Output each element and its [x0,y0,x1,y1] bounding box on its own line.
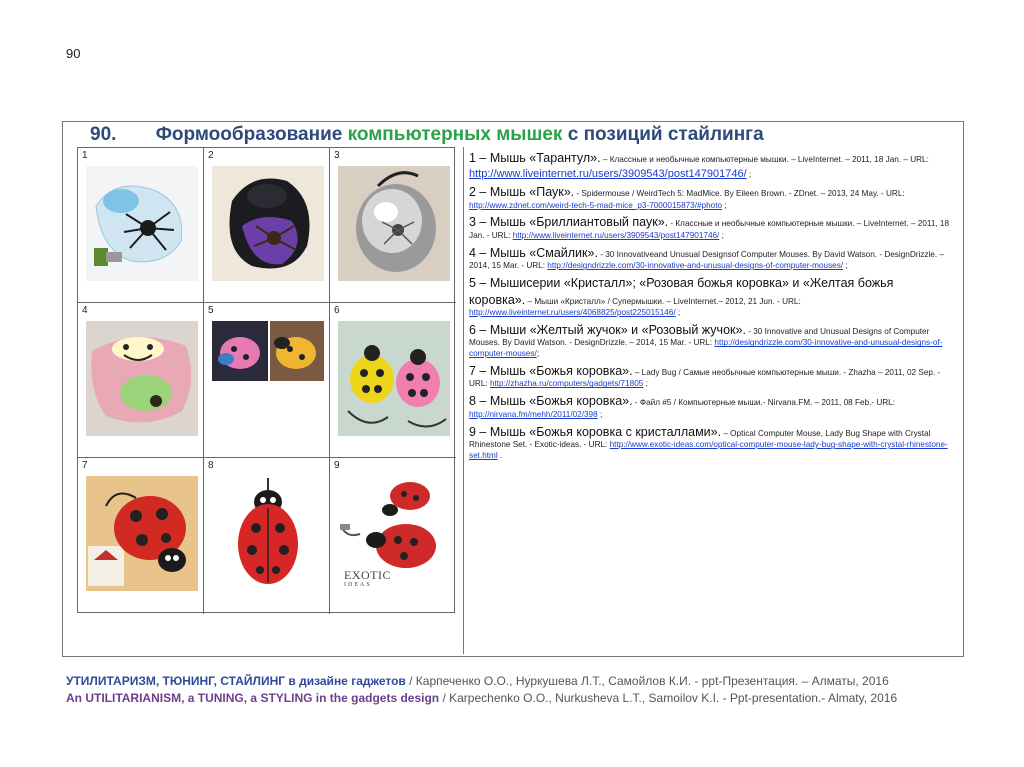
reference-item: 8 – Мышь «Божья коровка». - Файл #5 / Компьютерные мыши.- Nirvana.FM. – 2011, 08 Feb.- URL: http://nirvana.fm/mehh/2011/02/398 ; [469,394,895,419]
reference-link[interactable]: http://www.liveinternet.ru/users/3909543/post147901746/ [512,230,720,240]
diamond-spider-mouse-photo [338,166,450,281]
reference-heading: 9 – Мышь «Божья коровка с кристаллами». [469,424,722,439]
ladybug-mouse-photo [212,476,324,591]
grid-cell-8 [204,458,330,614]
reference-link[interactable]: http://designdrizzle.com/30-innovative-and-unusual-designs-of-computer-mouses/ [547,261,844,271]
yellow-pink-beetle-mice-photo [338,321,450,436]
image-grid [77,147,455,613]
reference-heading: 8 – Мышь «Божья коровка». [469,394,633,409]
cell-number: 8 [208,460,214,471]
reference-text: – Lady Bug / Самые необычные компьютерные мыши. - Zhazha – 2011, 02 Sep. - URL: [469,367,941,389]
reference-item: 2 – Мышь «Паук». - Spidermouse / WeirdTech 5: MadMice. By Eileen Brown. - ZDnet. – 2013, 24 May. - URL: http://www.zdnet.com/weird-tech-5-mad-mice_p3-7000015873/#photo ; [469,185,905,210]
cell-number: 6 [334,305,340,316]
reference-heading: 4 – Мышь «Смайлик». [469,245,598,260]
reference-link[interactable]: http://www.liveinternet.ru/users/4068825/post225015146/ [469,308,676,317]
reference-text: – Мыши «Кристалл» / Супермышки. – LiveInternet.– 2012, 21 Jun. - URL: [525,296,801,306]
grid-cell-5 [204,303,330,458]
ladybug-mouse-photo [86,476,198,591]
smiley-mouse-photo [86,321,198,436]
grid-cell-2 [204,148,330,303]
slide-title [90,124,764,146]
reference-text: - 30 Innovative and Unusual Designs of Computer Mouses. By David Watson. - DesignDrizzle. – 2014, 15 Mar. - URL: [469,326,930,348]
reference-item: 7 – Мышь «Божья коровка». – Lady Bug / Самые необычные компьютерные мыши. - Zhazha – 2011, 02 Sep. - URL: http://zhazha.ru/computers/gadgets/71805 ; [469,363,941,389]
cell-number: 1 [82,150,88,161]
grid-cell-1 [78,148,204,303]
reference-item: 5 – Мышисерии «Кристалл»; «Розовая божья коровка» и «Желтая божья коровка». – Мыши «Кристалл» / Супермышки. – LiveInternet.– 2012, 21 Jun. - URL: http://www.liveinternet.ru/users/4068825/post225015146/ ; [469,276,894,317]
reference-text: – Optical Computer Mouse, Lady Bug Shape with Crystal Rhinestone Set. - Exotic-ideas. - URL: [469,428,931,450]
reference-heading: 7 – Мышь «Божья коровка». [469,363,633,378]
title-part-3: с позиций стайлинга [567,124,764,145]
reference-heading: 6 – Мыши «Желтый жучок» и «Розовый жучок». [469,322,746,337]
reference-text: - Классные и необычные компьютерные мышки. – LiveInternet. – 2011, 18 Jan. - URL: [469,219,950,240]
column-divider [463,147,464,654]
reference-item: 1 – Мышь «Тарантул». – Классные и необычные компьютерные мышки. – LiveInternet. – 2011, 18 Jan. – URL: http://www.liveinternet.ru/users/3909543/post147901746/ ; [469,151,929,180]
reference-link[interactable]: http://zhazha.ru/computers/gadgets/71805 [489,379,644,389]
footer-line-en [66,691,897,705]
footer-credit-en: / Karpechenko O.O., Nurkusheva L.T., Samoilov K.I. - Ppt-presentation.- Almaty, 2016 [439,691,898,705]
footer-line-ru [66,674,889,688]
reference-link[interactable]: http://www.liveinternet.ru/users/3909543/post147901746/ [469,167,747,180]
reference-link[interactable]: http://www.exotic-ideas.com/optical-computer-mouse-lady-bug-shape-with-crystal-rhinestone-set.html [469,440,948,460]
reference-heading: 2 – Мышь «Паук». [469,185,575,200]
reference-heading: 3 – Мышь «Бриллиантовый паук». [469,215,669,230]
footer-title-ru: УТИЛИТАРИЗМ, ТЮНИНГ, СТАЙЛИНГ в дизайне гаджетов [66,674,406,688]
spider-mouse-photo [86,166,198,281]
reference-text: - Spidermouse / WeirdTech 5: MadMice. By Eileen Brown. - ZDnet. – 2013, 24 May. - URL: [574,189,905,199]
crystal-ladybug-mice-photo [212,321,324,436]
reference-list [469,150,953,465]
reference-heading: 5 – Мышисерии «Кристалл»; «Розовая божья коровка» и «Желтая божья коровка». [469,276,894,307]
reference-link[interactable]: http://nirvana.fm/mehh/2011/02/398 [469,409,598,419]
reference-link[interactable]: http://designdrizzle.com/30-innovative-and-unusual-designs-of-computer-mouses/ [469,338,943,359]
grid-cell-4 [78,303,204,458]
grid-cell-3 [330,148,456,303]
reference-item: 3 – Мышь «Бриллиантовый паук». - Классные и необычные компьютерные мышки. – LiveInternet. – 2011, 18 Jan. - URL: http://www.liveinternet.ru/users/3909543/post147901746/ ; [469,215,950,240]
title-number: 90. [90,124,117,145]
cell-number: 3 [334,150,340,161]
cell-number: 2 [208,150,214,161]
reference-text: - Файл #5 / Компьютерные мыши.- Nirvana.FM. – 2011, 08 Feb.- URL: [632,398,895,408]
reference-text: – Классные и необычные компьютерные мышки. – LiveInternet. – 2011, 18 Jan. – URL: [600,155,929,164]
page-number: 90 [66,46,81,61]
reference-link[interactable]: http://www.zdnet.com/weird-tech-5-mad-mice_p3-7000015873/#photo [469,200,723,210]
reference-item: 9 – Мышь «Божья коровка с кристаллами». – Optical Computer Mouse, Lady Bug Shape with Crystal Rhinestone Set. - Exotic-ideas. - URL: http://www.exotic-ideas.com/optical-computer-mouse-lady-bug-shape-with-crystal-rhinestone-set.html . [469,424,948,460]
reference-text: - 30 Innovativeand Unusual Designsof Computer Mouses. By David Watson. - DesignDrizzle. – 2014, 15 Mar. - URL: [469,249,944,271]
footer-title-en: An UTILITARIANISM, a TUNING, a STYLING in the gadgets design [66,691,440,705]
cell-number: 7 [82,460,88,471]
title-part-2: компьютерных мышек [347,124,563,145]
grid-cell-9 [330,458,456,614]
reference-item: 6 – Мыши «Желтый жучок» и «Розовый жучок». - 30 Innovative and Unusual Designs of Computer Mouses. By David Watson. - DesignDrizzle. – 2014, 15 Mar. - URL: http://designdrizzle.com/30-innovative-and-unusual-designs-of-computer-mouses/; [469,322,943,359]
grid-cell-6 [330,303,456,458]
grid-cell-7 [78,458,204,614]
cell-number: 4 [82,305,88,316]
spider-mouse-photo [212,166,324,281]
reference-item: 4 – Мышь «Смайлик». - 30 Innovativeand Unusual Designsof Computer Mouses. By David Watson. - DesignDrizzle. – 2014, 15 Mar. - URL: http://designdrizzle.com/30-innovative-and-unusual-designs-of-computer-mouses/ ; [469,245,944,271]
footer-credit-ru: / Карпеченко О.О., Нуркушева Л.Т., Самойлов К.И. - ppt-Презентация. – Алматы, 2016 [405,674,889,688]
reference-heading: 1 – Мышь «Тарантул». [469,151,601,165]
cell-number: 9 [334,460,340,471]
cell-number: 5 [208,305,214,316]
title-part-1: Формообразование [155,124,343,145]
exotic-ideas-logo: EXOTIC IDEAS [344,568,391,588]
